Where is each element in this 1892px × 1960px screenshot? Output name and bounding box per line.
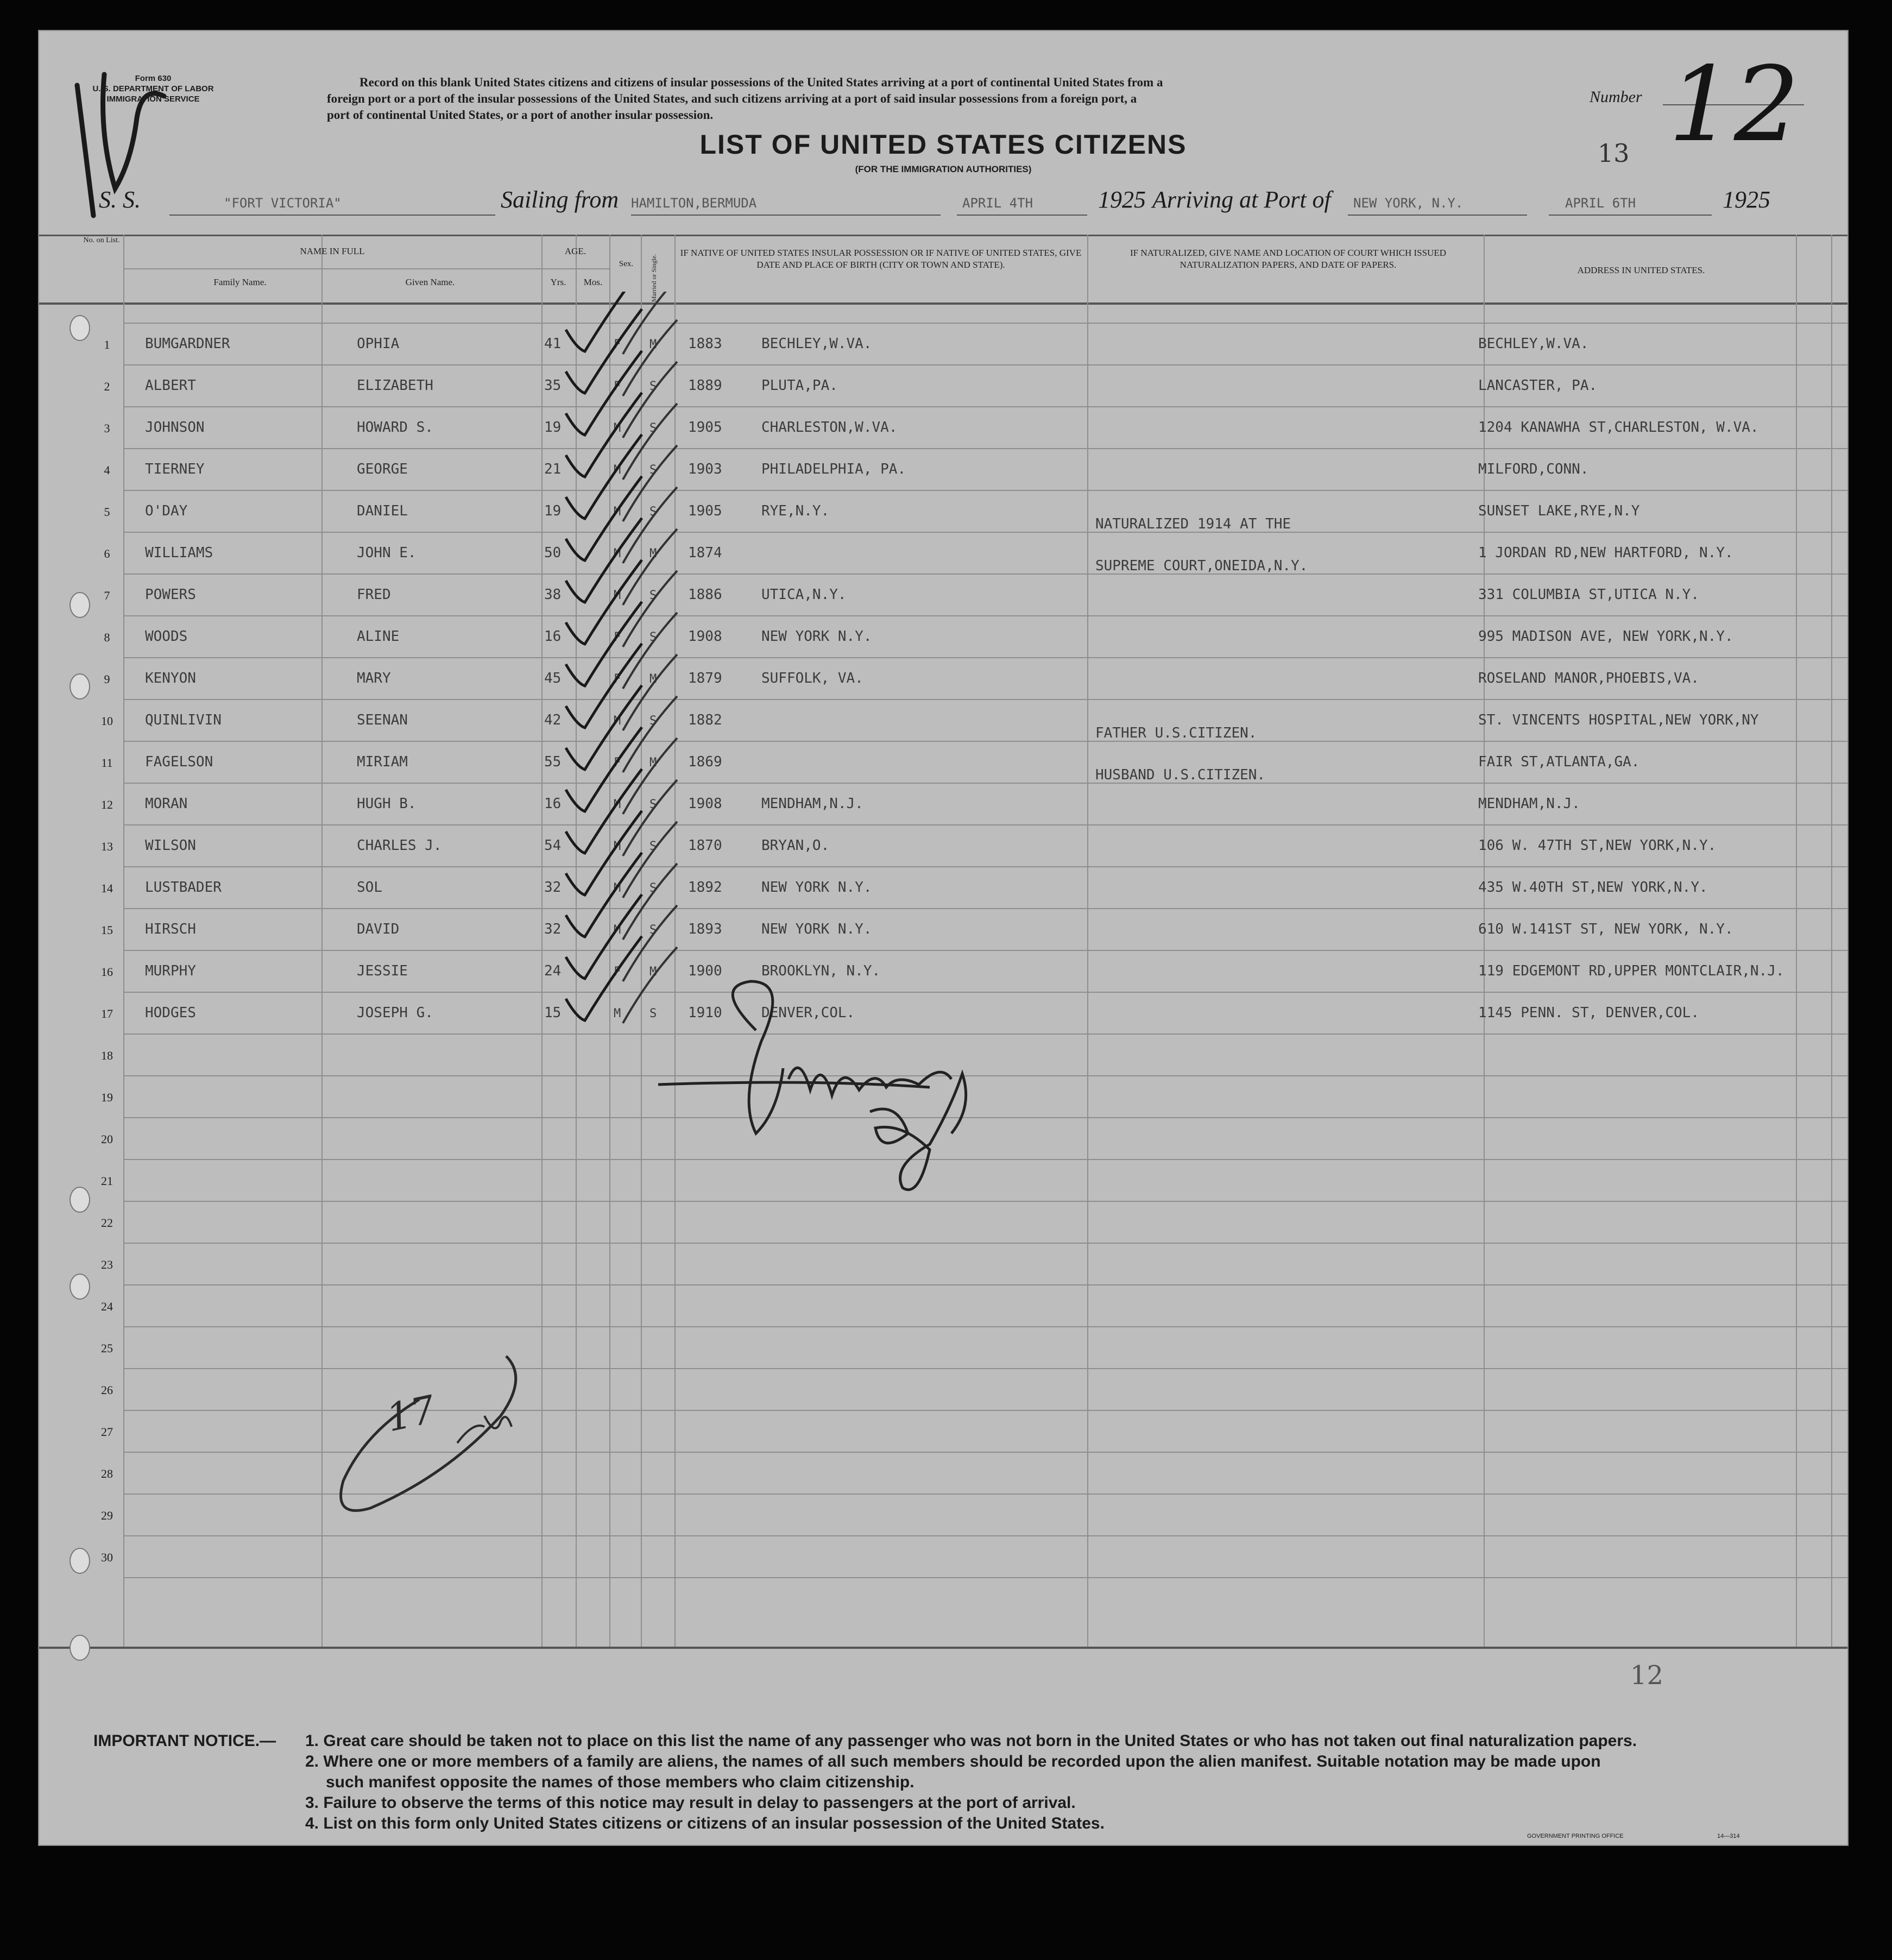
given-name: SEENAN: [357, 712, 408, 728]
sex: F: [614, 631, 621, 644]
page-subtitle: (FOR THE IMMIGRATION AUTHORITIES): [855, 164, 1032, 174]
row-number: 17: [101, 1007, 113, 1020]
header-naturalized: IF NATURALIZED, GIVE NAME AND LOCATION OF COURT WHICH ISSUED NATURALIZATION PAPERS, AND DATE OF PAPERS.: [1130, 248, 1446, 270]
header-family-name: Family Name.: [213, 277, 267, 287]
arriving-year: 1925: [1723, 186, 1770, 213]
row-number: 22: [101, 1216, 113, 1230]
check-mark-icon: [623, 529, 677, 605]
row-number: 29: [101, 1509, 113, 1522]
row-rule: [123, 866, 1847, 867]
check-mark-icon: [623, 696, 677, 772]
header-mos: Mos.: [583, 277, 603, 287]
given-name: JOSEPH G.: [357, 1005, 433, 1021]
row-rule: [123, 657, 1847, 658]
age-years: 50: [544, 545, 562, 561]
marital-status: S: [649, 881, 657, 895]
sex: M: [614, 547, 621, 560]
marital-status: S: [649, 798, 657, 811]
address: ST. VINCENTS HOSPITAL,NEW YORK,NY: [1478, 712, 1759, 728]
given-name: SOL: [357, 879, 382, 896]
birth-year: 1869: [688, 754, 722, 770]
marital-status: M: [649, 965, 657, 979]
header-no-on-list: No. on List.: [83, 236, 120, 244]
age-years: 15: [544, 1005, 562, 1021]
arriving-label: Arriving at Port of: [1152, 186, 1331, 213]
check-mark-icon: [623, 822, 677, 898]
header-sex: Sex.: [619, 260, 634, 268]
row-rule: [123, 448, 1847, 449]
age-years: 54: [544, 837, 562, 854]
family-name: FAGELSON: [145, 754, 213, 770]
marital-status: M: [649, 672, 657, 686]
row-number: 23: [101, 1258, 113, 1271]
family-name: TIERNEY: [145, 461, 205, 477]
naturalization: SUPREME COURT,ONEIDA,N.Y.: [1095, 558, 1308, 574]
given-name: GEORGE: [357, 461, 408, 477]
row-rule: [123, 950, 1847, 951]
marital-status: S: [649, 505, 657, 519]
notice-item-2-cont: such manifest opposite the names of those members who claim citizenship.: [326, 1773, 915, 1791]
record-line-3: port of continental United States, or a port of another insular possession.: [327, 108, 714, 122]
ss-label: S. S.: [99, 186, 141, 213]
given-name: MARY: [357, 670, 391, 686]
age-years: 38: [544, 587, 562, 603]
row-number: 18: [101, 1049, 113, 1062]
family-name: HODGES: [145, 1005, 196, 1021]
sailing-underline: [631, 215, 941, 216]
given-name: HUGH B.: [357, 796, 417, 812]
address: MILFORD,CONN.: [1478, 461, 1589, 477]
sex: F: [614, 338, 621, 351]
check-mark-icon: [623, 404, 677, 480]
birth-year: 1883: [688, 336, 722, 352]
notice-item-1: 1. Great care should be taken not to place on this list the name of any passenger who was not born in the United States or who has not taken out final naturalization papers.: [305, 1732, 1637, 1750]
header-married-single: Married or Single.: [650, 254, 658, 302]
record-line-1: Record on this blank United States citizens and citizens of insular possessions of the United States arriving at a port of continental United States from a: [360, 75, 1163, 89]
check-mark-icon: [623, 487, 677, 563]
check-mark-icon: [623, 780, 677, 856]
age-years: 32: [544, 879, 562, 896]
check-mark-icon: [623, 445, 677, 521]
margin-circle-icon: [321, 1345, 550, 1524]
sex: F: [614, 965, 621, 979]
marital-status: S: [649, 714, 657, 728]
age-years: 24: [544, 963, 562, 979]
birth-year: 1893: [688, 921, 722, 937]
sailing-date-underline: [957, 215, 1087, 216]
header-yrs: Yrs.: [550, 277, 566, 287]
address: 1204 KANAWHA ST,CHARLESTON, W.VA.: [1478, 419, 1759, 436]
given-name: DANIEL: [357, 503, 408, 519]
row-rule: [123, 699, 1847, 700]
address: FAIR ST,ATLANTA,GA.: [1478, 754, 1640, 770]
row-rule: [123, 908, 1847, 909]
sex: M: [614, 589, 621, 602]
header-name-in-full: NAME IN FULL: [300, 246, 365, 256]
sex: M: [614, 463, 621, 477]
given-name: ALINE: [357, 628, 400, 645]
marital-status: S: [649, 1007, 657, 1020]
birth-place: BRYAN,O.: [761, 837, 830, 854]
column-rule: [1796, 235, 1797, 1647]
birth-place: NEW YORK N.Y.: [761, 921, 872, 937]
family-name: JOHNSON: [145, 419, 205, 436]
row-number: 19: [101, 1091, 113, 1104]
row-number: 25: [101, 1341, 113, 1355]
address: MENDHAM,N.J.: [1478, 796, 1580, 812]
marital-status: S: [649, 840, 657, 853]
row-number: 5: [104, 505, 110, 519]
address: 435 W.40TH ST,NEW YORK,N.Y.: [1478, 879, 1708, 896]
marital-status: S: [649, 923, 657, 937]
notice-item-2: 2. Where one or more members of a family are aliens, the names of all such members should be recorded upon the alien manifest. Suitable notation may be made upon: [305, 1753, 1601, 1770]
family-name: QUINLIVIN: [145, 712, 222, 728]
department-label: U. S. DEPARTMENT OF LABOR: [92, 84, 214, 93]
sailing-from: HAMILTON,BERMUDA: [631, 196, 757, 211]
punch-hole: [70, 315, 90, 341]
sex: F: [614, 380, 621, 393]
row-rule: [123, 323, 1847, 324]
form-number: Form 630: [135, 74, 172, 83]
age-years: 19: [544, 503, 562, 519]
name-subheader-rule: [123, 268, 541, 269]
header-age: AGE.: [564, 246, 586, 256]
family-name: O'DAY: [145, 503, 188, 519]
given-name: MIRIAM: [357, 754, 408, 770]
age-years: 16: [544, 796, 562, 812]
form-id-block: [66, 73, 240, 104]
birth-place: PLUTA,PA.: [761, 377, 838, 394]
birth-year: 1908: [688, 796, 722, 812]
age-years: 41: [544, 336, 562, 352]
sex: M: [614, 421, 621, 435]
birth-year: 1892: [688, 879, 722, 896]
row-number: 24: [101, 1300, 113, 1313]
column-rule: [1831, 235, 1832, 1647]
birth-year: 1879: [688, 670, 722, 686]
naturalization: NATURALIZED 1914 AT THE: [1095, 516, 1291, 532]
check-mark-icon: [623, 905, 677, 981]
page-title: LIST OF UNITED STATES CITIZENS: [699, 129, 1187, 160]
birth-year: 1908: [688, 628, 722, 645]
birth-place: UTICA,N.Y.: [761, 587, 847, 603]
birth-year: 1903: [688, 461, 722, 477]
row-rule: [123, 532, 1847, 533]
signature-scribble-icon: [647, 970, 1027, 1209]
birth-place: RYE,N.Y.: [761, 503, 830, 519]
check-mark-icon: [623, 613, 677, 689]
row-number: 9: [104, 672, 110, 686]
sex: M: [614, 1007, 621, 1020]
age-years: 21: [544, 461, 562, 477]
given-name: ELIZABETH: [357, 377, 433, 394]
row-number: 2: [104, 380, 110, 393]
family-name: ALBERT: [145, 377, 196, 394]
address: ROSELAND MANOR,PHOEBIS,VA.: [1478, 670, 1699, 686]
given-name: JESSIE: [357, 963, 408, 979]
given-name: FRED: [357, 587, 391, 603]
check-mark-icon: [623, 654, 677, 730]
row-number: 8: [104, 631, 110, 644]
birth-year: 1905: [688, 503, 722, 519]
check-mark-icon: [623, 320, 677, 396]
record-line-2: foreign port or a port of the insular possessions of the United States, and such citizens arriving at a port of said insular possessions from a foreign port, a: [327, 92, 1137, 105]
naturalization: FATHER U.S.CITIZEN.: [1095, 725, 1257, 741]
address: SUNSET LAKE,RYE,N.Y: [1478, 503, 1640, 519]
row-rule: [123, 783, 1847, 784]
marital-status: S: [649, 631, 657, 644]
row-number: 21: [101, 1174, 113, 1188]
sex: M: [614, 714, 621, 728]
row-number: 16: [101, 965, 113, 979]
age-years: 55: [544, 754, 562, 770]
column-rule: [123, 235, 124, 1647]
birth-year: 1910: [688, 1005, 722, 1021]
family-name: MORAN: [145, 796, 188, 812]
birth-year: 1905: [688, 419, 722, 436]
sex: F: [614, 672, 621, 686]
marital-status: S: [649, 421, 657, 435]
birth-place: CHARLESTON,W.VA.: [761, 419, 898, 436]
sex: M: [614, 505, 621, 519]
row-rule: [123, 741, 1847, 742]
row-number: 10: [101, 714, 113, 728]
birth-place: NEW YORK N.Y.: [761, 628, 872, 645]
sex: M: [614, 798, 621, 811]
family-name: KENYON: [145, 670, 196, 686]
check-mark-icon: [623, 362, 677, 438]
marital-status: S: [649, 463, 657, 477]
arriving-date: APRIL 6TH: [1565, 196, 1636, 211]
sex: M: [614, 923, 621, 937]
sex: M: [614, 881, 621, 895]
punch-hole: [70, 673, 90, 699]
family-name: BUMGARDNER: [145, 336, 230, 352]
row-rule: [123, 824, 1847, 825]
age-years: 42: [544, 712, 562, 728]
row-rule: [123, 1243, 1847, 1244]
arriving-date-underline: [1549, 215, 1712, 216]
row-number: 11: [101, 756, 113, 770]
naturalization: HUSBAND U.S.CITIZEN.: [1095, 767, 1266, 783]
family-name: WILSON: [145, 837, 196, 854]
birth-year: 1870: [688, 837, 722, 854]
sailing-year: 1925: [1098, 186, 1146, 213]
given-name: CHARLES J.: [357, 837, 442, 854]
birth-place: BECHLEY,W.VA.: [761, 336, 872, 352]
row-rule: [123, 406, 1847, 407]
stamp-number: 13: [1598, 138, 1630, 168]
age-years: 45: [544, 670, 562, 686]
row-number: 28: [101, 1467, 113, 1480]
notice-items: [305, 1731, 1826, 1834]
row-number: 30: [101, 1551, 113, 1564]
age-years: 35: [544, 377, 562, 394]
sailing-date: APRIL 4TH: [962, 196, 1033, 211]
address: LANCASTER, PA.: [1478, 377, 1598, 394]
address: 1 JORDAN RD,NEW HARTFORD, N.Y.: [1478, 545, 1733, 561]
row-number: 7: [104, 589, 110, 602]
sex: M: [614, 840, 621, 853]
birth-year: 1900: [688, 963, 722, 979]
family-name: WOODS: [145, 628, 188, 645]
manifest-sheet: [38, 30, 1849, 1846]
header-native: IF NATIVE OF UNITED STATES INSULAR POSSESSION OR IF NATIVE OF UNITED STATES, GIVE DATE AND PLACE OF BIRTH (CITY OR TOWN AND STATE).: [680, 248, 1082, 270]
margin-handwriting: 17: [382, 1387, 439, 1441]
given-name: OPHIA: [357, 336, 400, 352]
birth-place: DENVER,COL.: [761, 1005, 855, 1021]
birth-place: BROOKLYN, N.Y.: [761, 963, 881, 979]
notice-heading: IMPORTANT NOTICE.—: [93, 1732, 276, 1750]
check-mark-icon: [623, 864, 677, 940]
given-name: JOHN E.: [357, 545, 417, 561]
family-name: LUSTBADER: [145, 879, 222, 896]
check-marks-icon: [560, 292, 702, 1063]
notice-item-4: 4. List on this form only United States citizens or citizens of an insular possession of the United States.: [305, 1814, 1105, 1832]
row-number: 6: [104, 547, 110, 560]
given-name: DAVID: [357, 921, 400, 937]
birth-place: SUFFOLK, VA.: [761, 670, 863, 686]
age-years: 32: [544, 921, 562, 937]
family-name: MURPHY: [145, 963, 196, 979]
row-rule: [123, 364, 1847, 365]
birth-place: NEW YORK N.Y.: [761, 879, 872, 896]
family-name: HIRSCH: [145, 921, 196, 937]
ship-underline: [169, 215, 495, 216]
row-number: 27: [101, 1425, 113, 1439]
column-rule: [1484, 235, 1485, 1647]
table-top-rule: [39, 235, 1847, 236]
birth-year: 1874: [688, 545, 722, 561]
address: 610 W.141ST ST, NEW YORK, N.Y.: [1478, 921, 1733, 937]
marital-status: S: [649, 589, 657, 602]
row-rule: [123, 1577, 1847, 1578]
row-rule: [123, 573, 1847, 575]
marital-status: M: [649, 756, 657, 770]
row-rule: [123, 1284, 1847, 1285]
record-instructions: [327, 74, 1565, 123]
row-number: 3: [104, 421, 110, 435]
printer-code: 14—314: [1717, 1833, 1740, 1839]
address: BECHLEY,W.VA.: [1478, 336, 1589, 352]
column-rule: [1087, 235, 1088, 1647]
table-bottom-rule: [39, 1647, 1847, 1649]
given-name: HOWARD S.: [357, 419, 433, 436]
row-rule: [123, 1535, 1847, 1536]
row-number: 12: [101, 798, 113, 811]
address: 106 W. 47TH ST,NEW YORK,N.Y.: [1478, 837, 1717, 854]
check-mark-icon: [623, 571, 677, 647]
marital-status: M: [649, 338, 657, 351]
row-number: 4: [104, 463, 110, 477]
row-rule: [123, 1326, 1847, 1327]
address: 119 EDGEMONT RD,UPPER MONTCLAIR,N.J.: [1478, 963, 1784, 979]
number-label: Number: [1590, 88, 1642, 106]
row-rule: [123, 615, 1847, 616]
punch-hole: [70, 1548, 90, 1574]
row-number: 1: [104, 338, 110, 351]
family-name: POWERS: [145, 587, 196, 603]
birth-place: MENDHAM,N.J.: [761, 796, 863, 812]
address: 331 COLUMBIA ST,UTICA N.Y.: [1478, 587, 1699, 603]
punch-hole: [70, 1274, 90, 1300]
marital-status: M: [649, 547, 657, 560]
birth-year: 1882: [688, 712, 722, 728]
header-address: ADDRESS IN UNITED STATES.: [1577, 265, 1705, 275]
row-number: 20: [101, 1132, 113, 1146]
service-label: IMMIGRATION SERVICE: [106, 94, 200, 104]
age-years: 16: [544, 628, 562, 645]
arriving-port: NEW YORK, N.Y.: [1353, 196, 1464, 211]
sex: F: [614, 756, 621, 770]
notice-item-3: 3. Failure to observe the terms of this notice may result in delay to passengers at the port of arrival.: [305, 1794, 1076, 1812]
ship-name: "FORT VICTORIA": [224, 196, 342, 211]
arriving-underline: [1348, 215, 1527, 216]
printer-label: GOVERNMENT PRINTING OFFICE: [1527, 1833, 1624, 1839]
marital-status: S: [649, 380, 657, 393]
header-bottom-rule: [39, 302, 1847, 305]
address: 995 MADISON AVE, NEW YORK,N.Y.: [1478, 628, 1733, 645]
bottom-stamp: 12: [1630, 1660, 1664, 1691]
punch-hole: [70, 592, 90, 618]
age-years: 19: [544, 419, 562, 436]
number-value: 12: [1668, 45, 1800, 165]
row-rule: [123, 490, 1847, 491]
birth-year: 1886: [688, 587, 722, 603]
punch-hole: [70, 1635, 90, 1661]
row-number: 15: [101, 923, 113, 937]
punch-hole: [70, 1187, 90, 1213]
birth-year: 1889: [688, 377, 722, 394]
birth-place: PHILADELPHIA, PA.: [761, 461, 906, 477]
check-mark-icon: [623, 738, 677, 814]
address: 1145 PENN. ST, DENVER,COL.: [1478, 1005, 1699, 1021]
row-number: 13: [101, 840, 113, 853]
row-number: 14: [101, 881, 113, 895]
family-name: WILLIAMS: [145, 545, 213, 561]
row-number: 26: [101, 1383, 113, 1397]
sailing-label: Sailing from: [501, 186, 619, 213]
header-given-name: Given Name.: [405, 277, 455, 287]
